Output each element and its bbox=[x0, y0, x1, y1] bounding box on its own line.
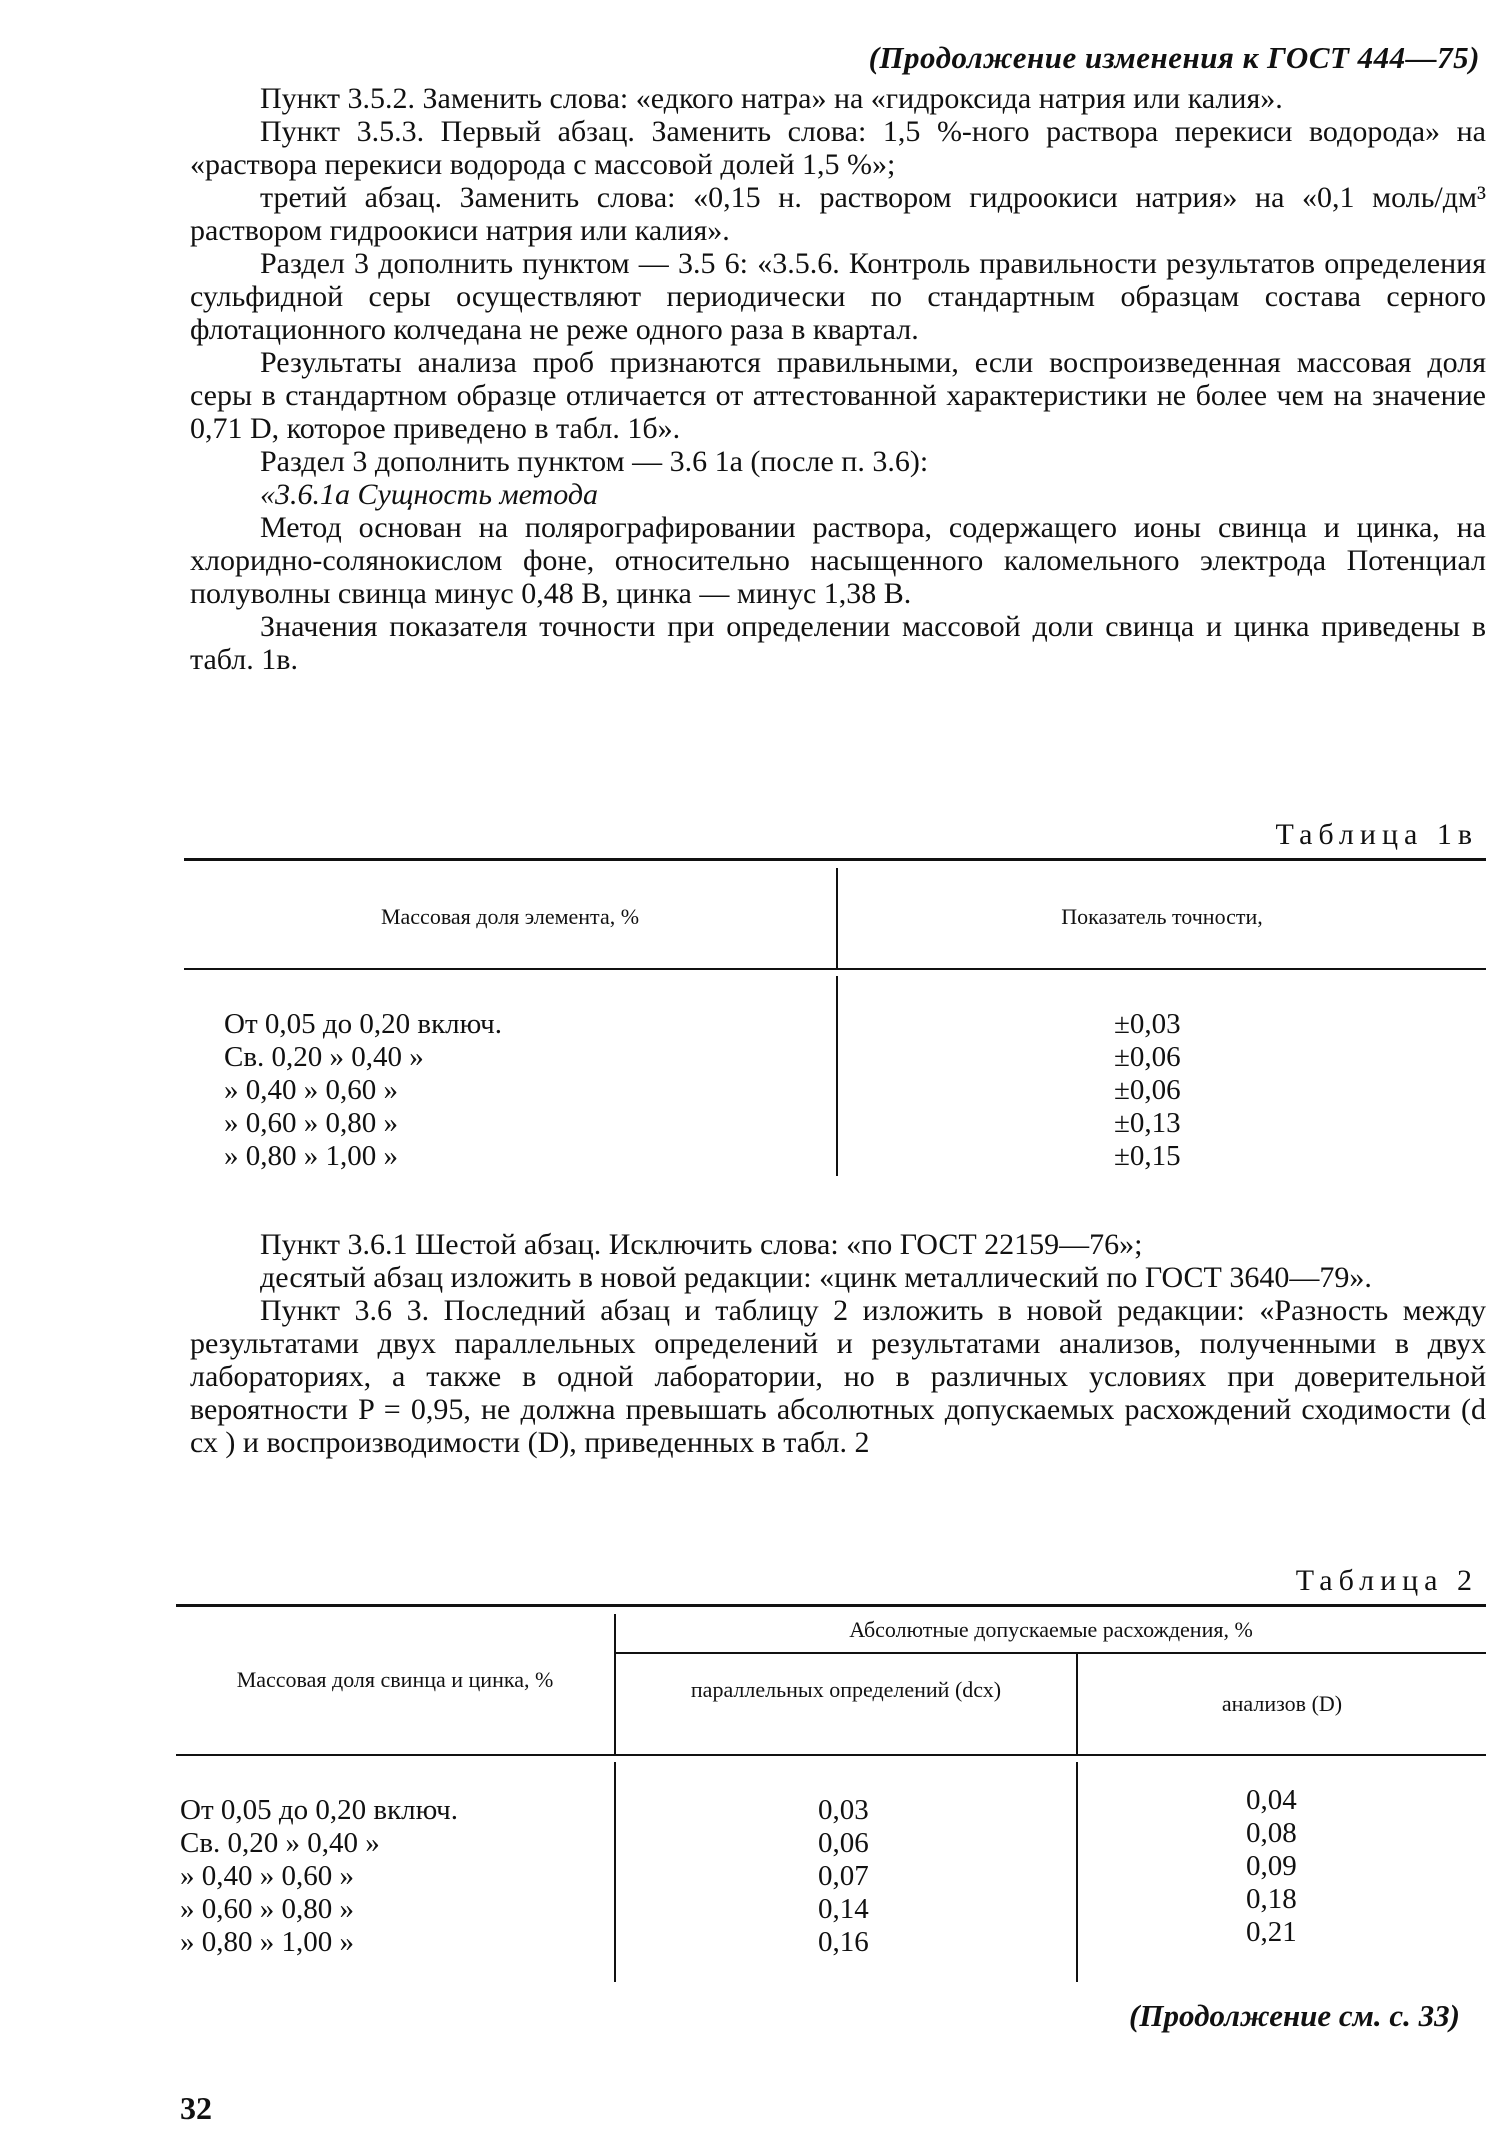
table1-value-column bbox=[1114, 1008, 1181, 1173]
table-cell: 0,03 bbox=[818, 1794, 869, 1826]
table2-range-column bbox=[180, 1794, 458, 1959]
table-cell: ±0,15 bbox=[1114, 1140, 1181, 1172]
table-cell: ±0,06 bbox=[1114, 1074, 1181, 1106]
table-cell: » 0,80 » 1,00 » bbox=[180, 1926, 354, 1958]
table-rule bbox=[176, 1604, 1486, 1607]
table-cell: ±0,03 bbox=[1114, 1008, 1181, 1040]
paragraph: Пункт 3.5.2. Заменить слова: «едкого натра» на «гидроксида натрия или калия». bbox=[260, 82, 1283, 115]
table-cell: 0,06 bbox=[818, 1827, 869, 1859]
paragraph: Пункт 3.6.1 Шестой абзац. Исключить слова: «по ГОСТ 22159—76»; bbox=[260, 1228, 1143, 1261]
column-divider bbox=[614, 1762, 616, 1982]
table2-col1-header: Массовая доля свинца и цинка, % bbox=[236, 1667, 554, 1692]
table-cell: » 0,60 » 0,80 » bbox=[180, 1893, 354, 1925]
table-rule bbox=[184, 858, 1486, 861]
table-cell: » 0,80 » 1,00 » bbox=[224, 1140, 398, 1172]
table-cell: От 0,05 до 0,20 включ. bbox=[224, 1008, 503, 1040]
table-rule bbox=[184, 968, 1486, 970]
paragraph: Раздел 3 дополнить пунктом — 3.6 1а (после п. 3.6): bbox=[260, 445, 929, 478]
table-cell: » 0,40 » 0,60 » bbox=[224, 1074, 398, 1106]
table-rule bbox=[616, 1652, 1486, 1654]
table2-caption: Таблица 2 bbox=[1295, 1564, 1478, 1597]
table-cell: ±0,13 bbox=[1114, 1107, 1181, 1139]
table-cell: » 0,60 » 0,80 » bbox=[224, 1107, 398, 1139]
table-cell: 0,08 bbox=[1246, 1817, 1297, 1849]
column-divider bbox=[836, 976, 838, 1176]
table-cell: 0,04 bbox=[1246, 1784, 1297, 1816]
paragraph: третий абзац. Заменить слова: «0,15 н. раствором гидроокиси натрия» на «0,1 моль/дм³ раствором гидроокиси натрия или калия». bbox=[190, 181, 1486, 247]
table-cell: 0,07 bbox=[818, 1860, 869, 1892]
table2-col2-header: параллельных определений (dсх) bbox=[690, 1677, 1002, 1702]
table-cell: 0,21 bbox=[1246, 1916, 1297, 1948]
table-rule bbox=[176, 1754, 1486, 1756]
table1-caption: Таблица 1в bbox=[1275, 818, 1478, 851]
table1-col1-header: Массовая доля элемента, % bbox=[380, 904, 640, 929]
page-header: (Продолжение изменения к ГОСТ 444—75) bbox=[868, 40, 1480, 75]
paragraph: Значения показателя точности при определении массовой доли свинца и цинка приведены в табл. 1в. bbox=[190, 610, 1486, 676]
page-number: 32 bbox=[180, 2090, 212, 2126]
paragraph: Раздел 3 дополнить пунктом — 3.5 6: «3.5.6. Контроль правильности результатов определения сульфидной серы осуществляют периодически по стандартным образцам состава серного флотационного колчедана не реже одного раза в квартал. bbox=[190, 247, 1486, 346]
body-text-block-1 bbox=[190, 82, 1486, 676]
table-cell: 0,18 bbox=[1246, 1883, 1297, 1915]
paragraph: Метод основан на полярографировании раствора, содержащего ионы свинца и цинка, на хлоридно-солянокислом фоне, относительно насыщенного каломельного электрода Потенциал полуволны свинца минус 0,48 В, цинка — минус 1,38 В. bbox=[190, 511, 1486, 610]
table-cell: 0,16 bbox=[818, 1926, 869, 1958]
table-cell: ±0,06 bbox=[1114, 1041, 1181, 1073]
table-cell: От 0,05 до 0,20 включ. bbox=[180, 1794, 459, 1826]
table-cell: 0,09 bbox=[1246, 1850, 1297, 1882]
continuation-note: (Продолжение см. с. 33) bbox=[1129, 1998, 1460, 2033]
table-cell: Св. 0,20 » 0,40 » bbox=[224, 1041, 424, 1073]
column-divider bbox=[1076, 1762, 1078, 1982]
table-cell: 0,14 bbox=[818, 1893, 869, 1925]
table2-col3-header: анализов (D) bbox=[1221, 1691, 1343, 1716]
paragraph: Результаты анализа проб признаются правильными, если воспроизведенная массовая доля серы в стандартном образце отличается от аттестованной характеристики не более чем на значение 0,71 D, которое приведено в табл. 1б». bbox=[190, 346, 1486, 445]
table-cell: Св. 0,20 » 0,40 » bbox=[180, 1827, 380, 1859]
paragraph: «3.6.1а Сущность метода bbox=[260, 478, 598, 511]
table-cell: » 0,40 » 0,60 » bbox=[180, 1860, 354, 1892]
table2 bbox=[176, 1604, 1486, 1984]
table1-col2-header: Показатель точности, bbox=[1061, 904, 1263, 929]
table2-group-header: Абсолютные допускаемые расхождения, % bbox=[849, 1617, 1253, 1642]
paragraph: десятый абзац изложить в новой редакции: «цинк металлический по ГОСТ 3640—79». bbox=[260, 1261, 1372, 1294]
table1-range-column bbox=[224, 1008, 502, 1173]
table2-dcx-column bbox=[818, 1794, 869, 1959]
paragraph: Пункт 3.6 3. Последний абзац и таблицу 2 изложить в новой редакции: «Разность между результатами двух параллельных определений и результатами анализов, полученными в двух лабораториях, а также в одной лаборатории, но в различных условиях при доверительной вероятности P = 0,95, не должна превышать абсолютных допускаемых расхождений сходимости (d сх ) и воспроизводимости (D), приведенных в табл. 2 bbox=[190, 1294, 1486, 1459]
body-text-block-2 bbox=[190, 1228, 1486, 1459]
paragraph: Пункт 3.5.3. Первый абзац. Заменить слова: 1,5 %-ного раствора перекиси водорода» на «раствора перекиси водорода с массовой долей 1,5 %»; bbox=[190, 115, 1486, 181]
table1 bbox=[184, 858, 1486, 1178]
table2-D-column bbox=[1246, 1784, 1297, 1949]
